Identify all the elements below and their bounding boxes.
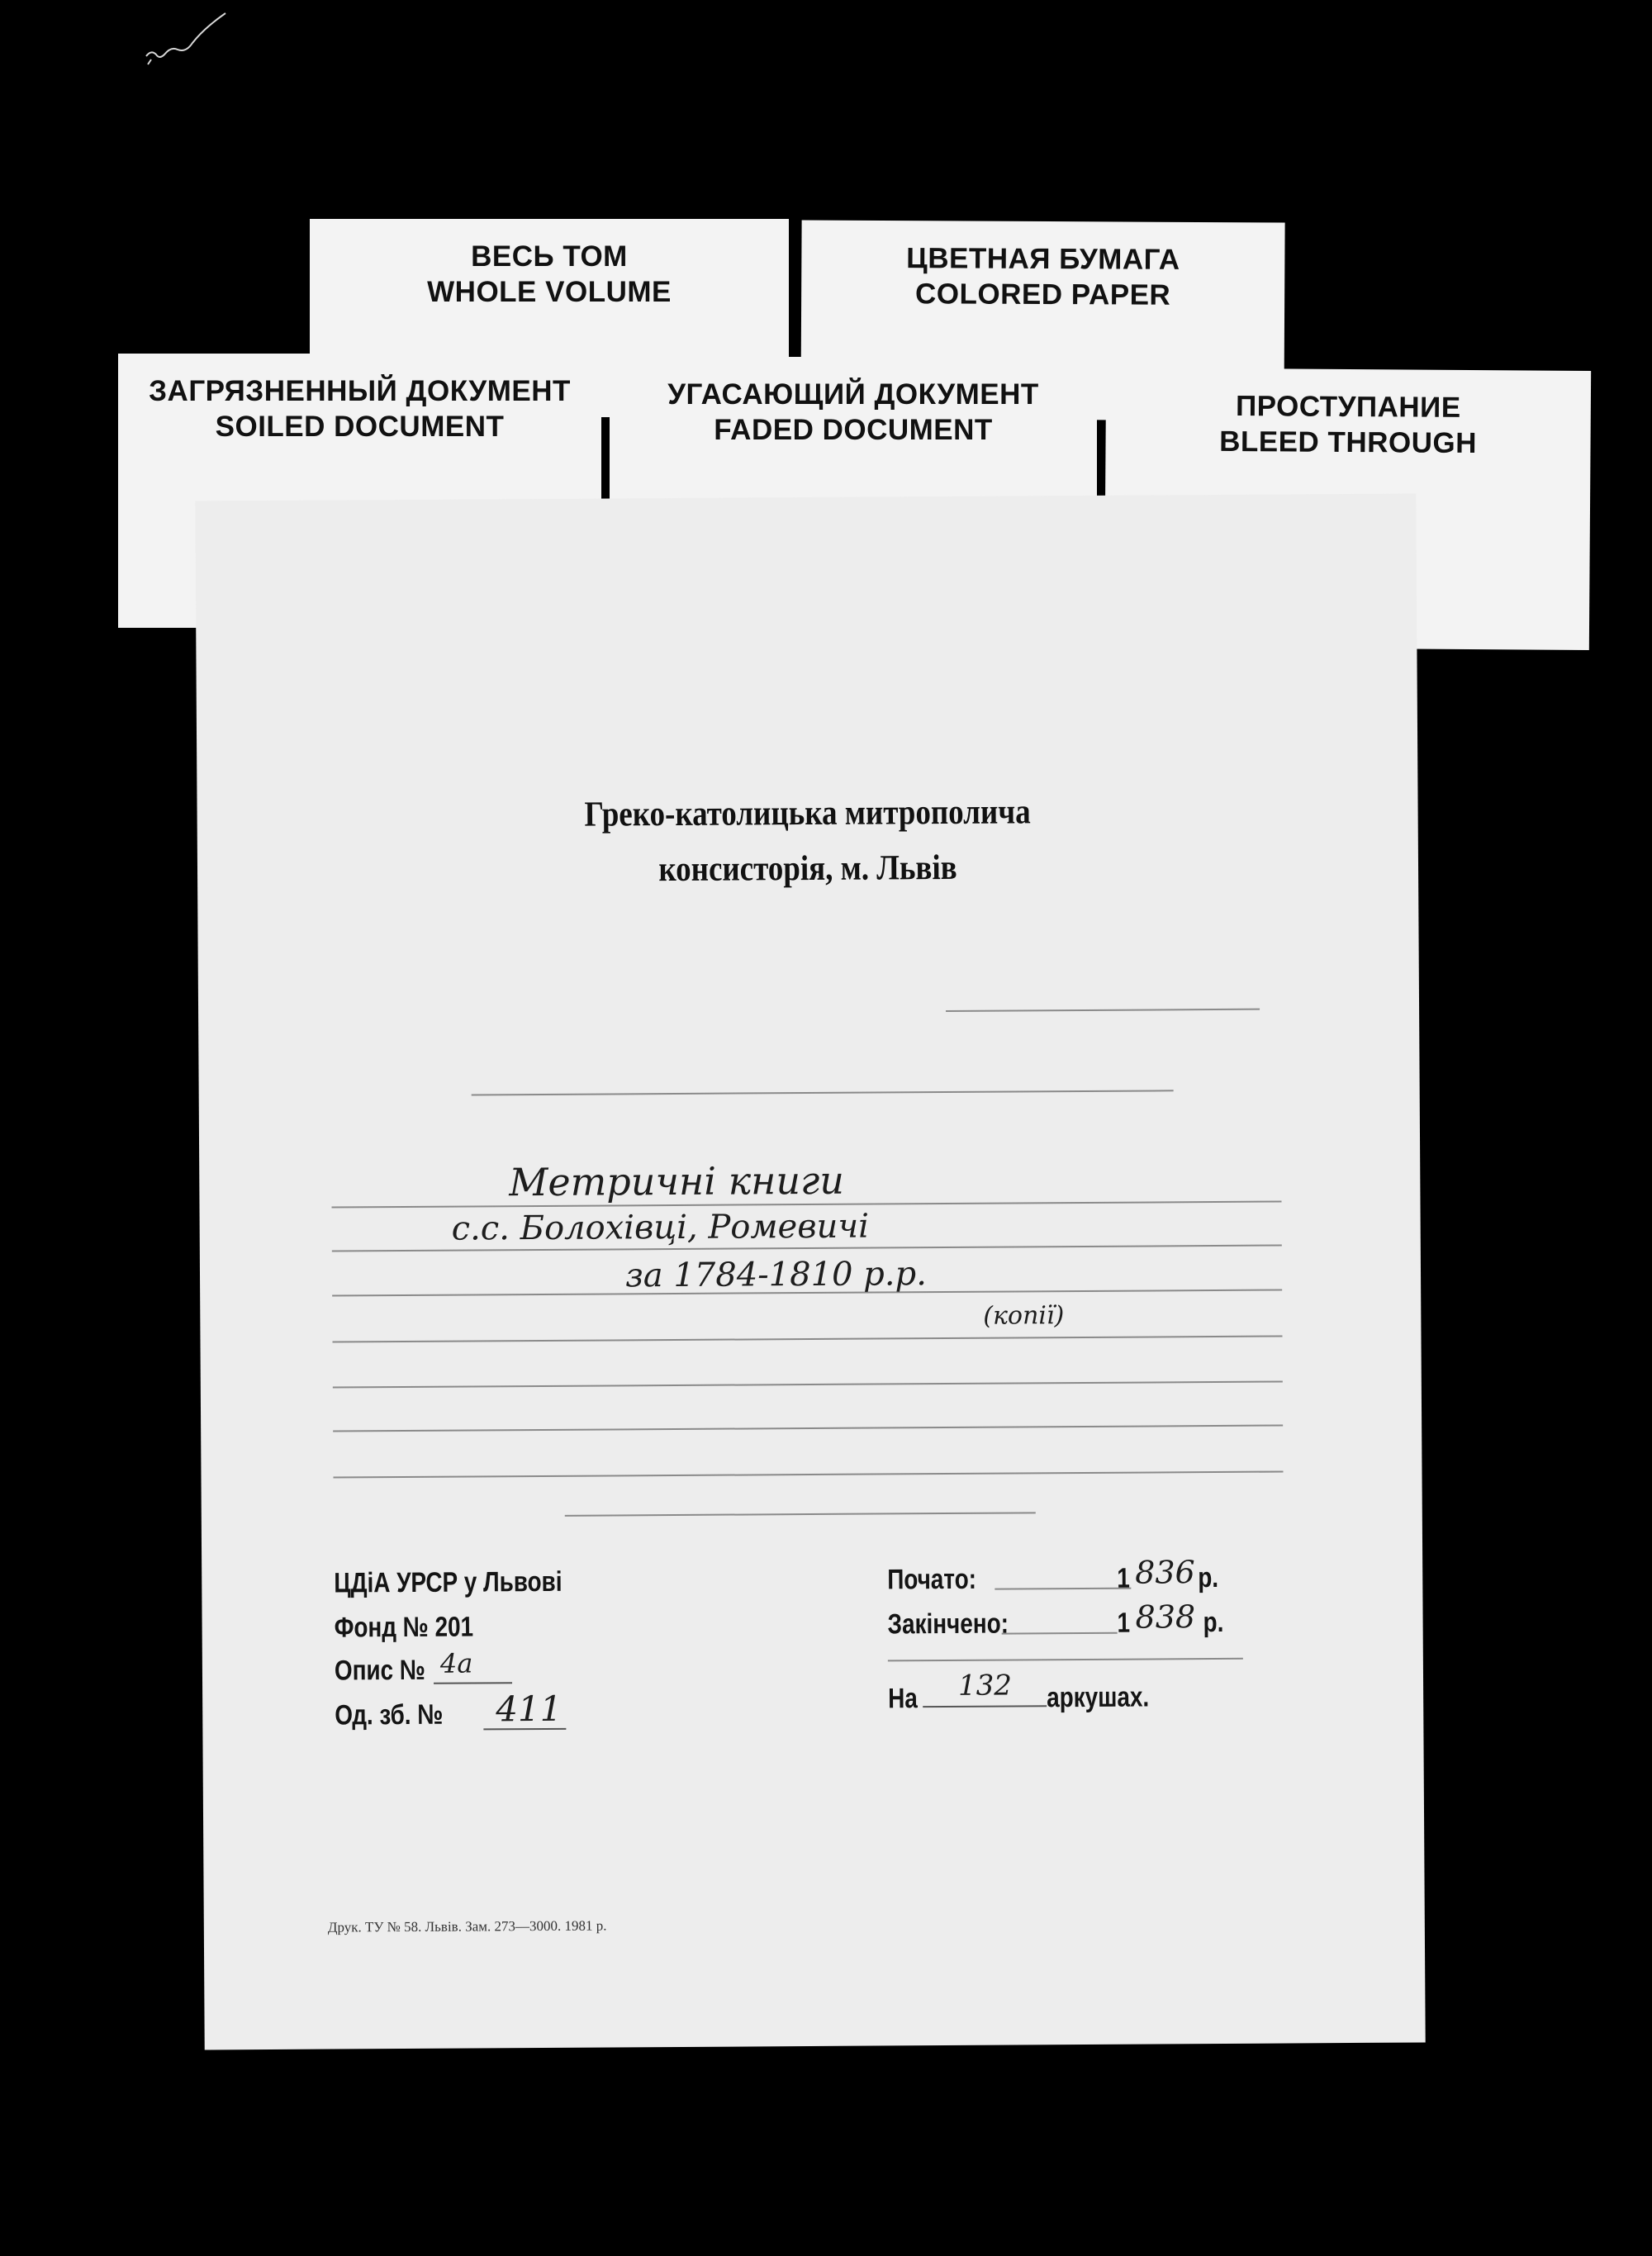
started-suffix: р. bbox=[1198, 1561, 1219, 1594]
institution-line-1: Греко-католицька митрополича bbox=[584, 792, 1031, 834]
started-prefix: 1 bbox=[1117, 1562, 1130, 1594]
sheets-label-pre: На bbox=[888, 1683, 918, 1715]
ended-label: Закінчено: bbox=[887, 1608, 1009, 1641]
started-year-hand: 836 bbox=[1135, 1554, 1195, 1591]
unit-rule bbox=[483, 1728, 566, 1731]
folder-cover bbox=[195, 494, 1425, 2050]
unit-value: 411 bbox=[496, 1688, 563, 1730]
tab-bleed-through-en: BLEED THROUGH bbox=[1219, 425, 1478, 460]
tab-whole-volume-en: WHOLE VOLUME bbox=[427, 276, 672, 308]
title-rule bbox=[333, 1425, 1283, 1432]
handwritten-title-line-2: с.с. Болохівці, Ромевичі bbox=[451, 1207, 870, 1248]
divider-rule bbox=[565, 1512, 1036, 1516]
printer-note: Друк. ТУ № 58. Львів. Зам. 273—3000. 1981 р. bbox=[327, 1917, 607, 1935]
ended-prefix: 1 bbox=[1117, 1607, 1131, 1639]
opys-field bbox=[335, 1655, 425, 1688]
ended-suffix: р. bbox=[1203, 1606, 1224, 1639]
started-label: Почато: bbox=[887, 1563, 977, 1596]
tab-faded-document-ru: УГАСАЮЩИЙ ДОКУМЕНТ bbox=[667, 378, 1039, 411]
divider-rule bbox=[946, 1009, 1260, 1012]
tab-colored-paper-ru: ЦВЕТНАЯ БУМАГА bbox=[906, 242, 1180, 276]
tab-whole-volume-ru: ВЕСЬ ТОМ bbox=[471, 240, 628, 273]
ended-rule bbox=[1002, 1632, 1118, 1635]
tab-soiled-document-ru: ЗАГРЯЗНЕННЫЙ ДОКУМЕНТ bbox=[149, 375, 571, 407]
title-rule bbox=[334, 1471, 1284, 1479]
started-rule bbox=[995, 1588, 1131, 1590]
tab-soiled-document-en: SOILED DOCUMENT bbox=[215, 411, 505, 443]
opys-value: 4а bbox=[439, 1647, 473, 1679]
handwritten-note: (копії) bbox=[983, 1301, 1065, 1331]
sheets-label-post: аркушах. bbox=[1047, 1681, 1150, 1714]
unit-label: Од. зб. № bbox=[335, 1698, 444, 1731]
archive-name: ЦДіА УРСР у Львові bbox=[334, 1565, 563, 1599]
title-rule bbox=[333, 1336, 1283, 1343]
dates-divider bbox=[888, 1658, 1243, 1662]
opys-label: Опис № bbox=[334, 1654, 426, 1687]
fond-label: Фонд № bbox=[334, 1611, 429, 1644]
sheets-rule bbox=[923, 1705, 1047, 1707]
opys-rule bbox=[434, 1682, 512, 1684]
unit-field bbox=[335, 1699, 443, 1732]
divider-rule bbox=[472, 1090, 1174, 1095]
handwritten-title-line-1: Метричні книги bbox=[509, 1157, 845, 1205]
scratch-mark bbox=[145, 7, 244, 73]
title-rule bbox=[333, 1381, 1283, 1389]
tab-colored-paper-en: COLORED PAPER bbox=[914, 278, 1171, 311]
ended-year-hand: 838 bbox=[1135, 1598, 1196, 1636]
institution-line-2: консисторія, м. Львів bbox=[658, 848, 957, 890]
handwritten-title-line-3: за 1784-1810 р.р. bbox=[624, 1255, 928, 1295]
tab-bleed-through-ru: ПРОСТУПАНИЕ bbox=[1235, 390, 1461, 424]
fond-field bbox=[335, 1612, 474, 1645]
sheets-value: 132 bbox=[957, 1669, 1013, 1703]
fond-value: 201 bbox=[434, 1611, 474, 1643]
tab-faded-document-en: FADED DOCUMENT bbox=[714, 414, 993, 446]
